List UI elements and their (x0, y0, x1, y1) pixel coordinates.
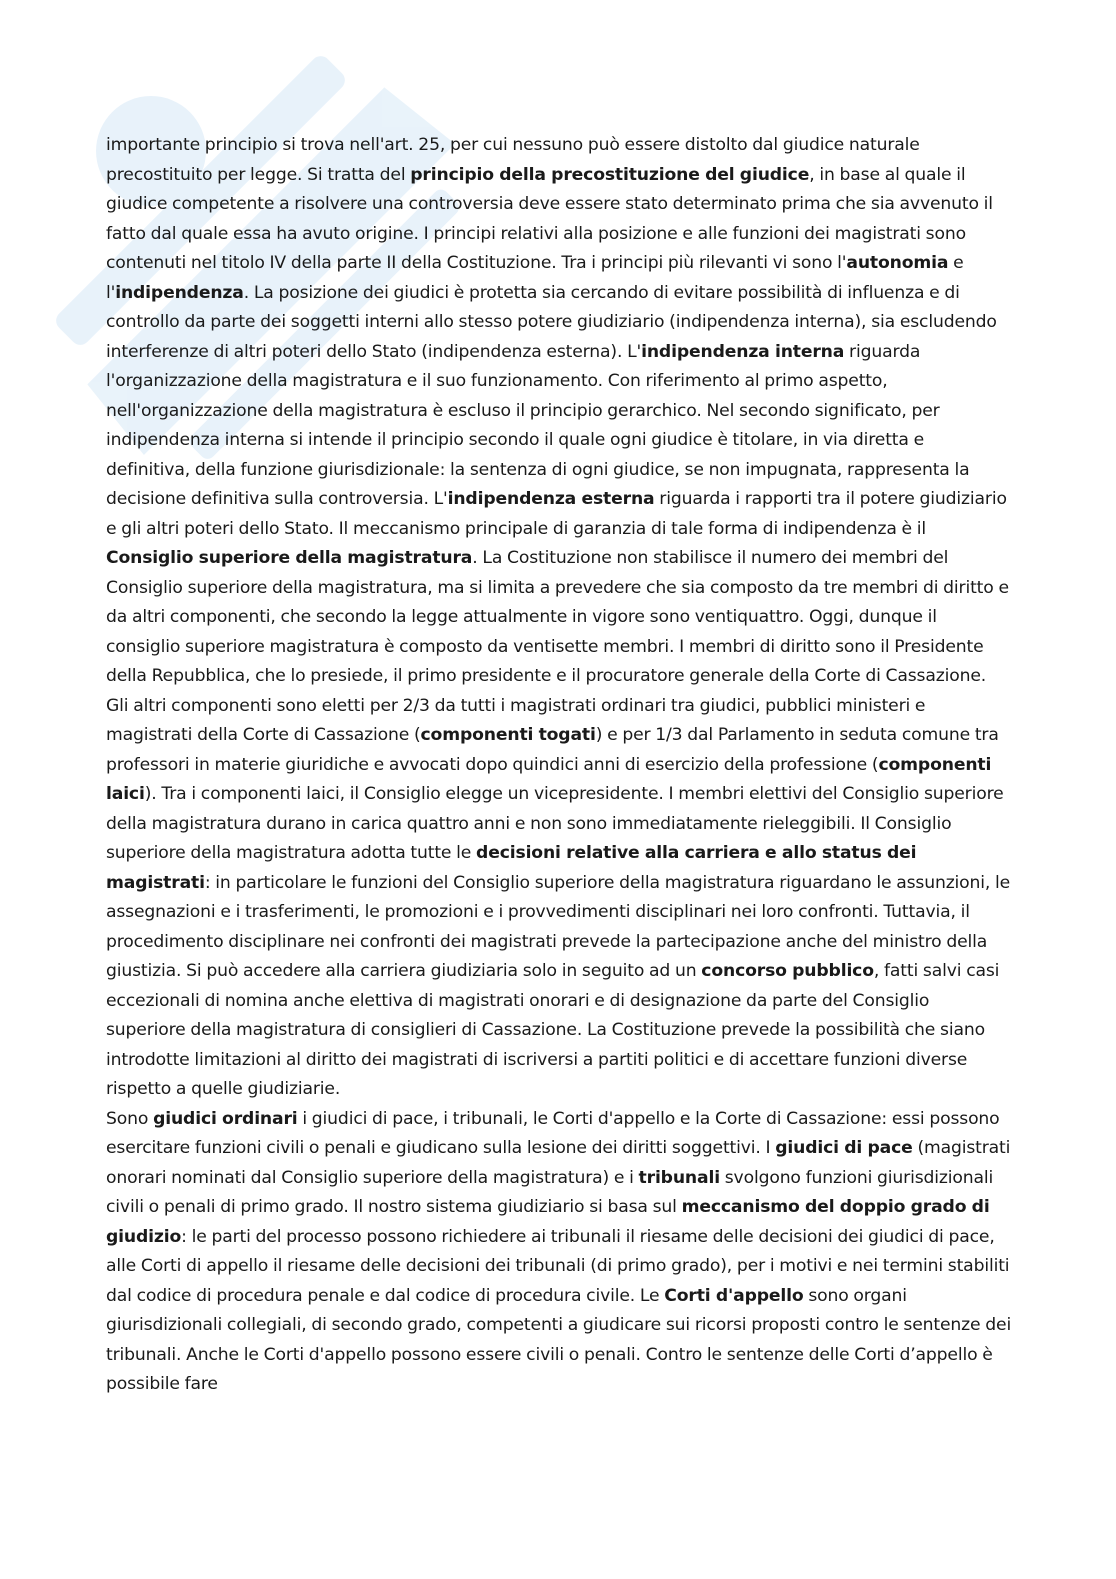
text-run: i giudici di pace, i tribunali, le Corti d'appello e la Corte di Cassazione: essi possono esercitare funzioni civili o penali e giudicano sulla lesione dei diritti soggettivi. I (106, 1108, 1000, 1158)
text-run: : le parti del processo possono richiedere ai tribunali il riesame delle decisioni dei giudici di pace, alle Corti di appello il riesame delle decisioni dei tribunali (di primo grado), per i motivi e nei termini stabiliti dal codice di procedura penale e dal codice di procedura civile. Le (106, 1226, 1010, 1306)
paragraph (106, 131, 1012, 1105)
text-run: : in particolare le funzioni del Consiglio superiore della magistratura riguardano le assunzioni, le assegnazioni e i trasferimenti, le promozioni e i provvedimenti disciplinari nei loro confronti. Tuttavia, il procedimento disciplinare nei confronti dei magistrati prevede la partecipazione anche del ministro della giustizia. Si può accedere alla carriera giudiziaria solo in seguito ad un (106, 872, 1011, 981)
bold-term: giudici di pace (775, 1138, 913, 1158)
document-body (106, 131, 1012, 1400)
text-run: ). Tra i componenti laici, il Consiglio elegge un vicepresidente. I membri elettivi del Consiglio superiore della magistratura durano in carica quattro anni e non sono immediatamente rieleggibili. Il Consiglio superiore della magistratura adotta tutte le (106, 784, 1004, 863)
text-run: riguarda l'organizzazione della magistratura e il suo funzionamento. Con riferimento al primo aspetto, nell'organizzazione della magistratura è escluso il principio gerarchico. Nel secondo significato, per indipendenza interna si intende il principio secondo il quale ogni giudice è titolare, in via diretta e definitiva, della funzione giurisdizionale: la sentenza di ogni giudice, se non impugnata, rappresenta la decisione definitiva sulla controversia. L' (106, 341, 970, 509)
bold-term: Consiglio superiore della magistratura (106, 548, 473, 568)
text-run: , fatti salvi casi eccezionali di nomina anche elettiva di magistrati onorari e di designazione da parte del Consiglio superiore della magistratura di consiglieri di Cassazione. La Costituzione prevede la possibilità che siano introdotte limitazioni al diritto dei magistrati di iscriversi a partiti politici e di accettare funzioni diverse rispetto a quelle giudiziarie. (106, 961, 1000, 1099)
text-run: . La Costituzione non stabilisce il numero dei membri del Consiglio superiore della magistratura, ma si limita a prevedere che sia composto da tre membri di diritto e da altri componenti, che secondo la legge attualmente in vigore sono ventiquattro. Oggi, dunque il consiglio superiore magistratura è composto da ventisette membri. I membri di diritto sono il Presidente della Repubblica, che lo presiede, il primo presidente e il procuratore generale della Corte di Cassazione. Gli altri componenti sono eletti per 2/3 da tutti i magistrati ordinari tra giudici, pubblici ministeri e magistrati della Corte di Cassazione ( (106, 548, 1009, 745)
bold-term: tribunali (638, 1167, 720, 1188)
bold-term: principio della precostituzione del giudice (410, 164, 810, 185)
bold-term: concorso pubblico (701, 961, 874, 981)
paragraph (106, 1105, 1012, 1400)
bold-term: indipendenza esterna (447, 489, 655, 509)
bold-term: autonomia (846, 253, 949, 273)
bold-term: giudici ordinari (153, 1108, 298, 1129)
bold-term: indipendenza interna (641, 341, 845, 362)
bold-term: Corti d'appello (664, 1285, 804, 1306)
text-run: riguarda i rapporti tra il potere giudiziario e gli altri poteri dello Stato. Il meccanismo principale di garanzia di tale forma di indipendenza è il (106, 489, 1007, 539)
bold-term: meccanismo del doppio grado di giudizio (106, 1197, 990, 1247)
bold-term: componenti togati (420, 725, 596, 745)
bold-term: indipendenza (115, 282, 244, 303)
text-run: importante principio si trova nell'art. 25, per cui nessuno può essere distolto dal giudice naturale precostituito per legge. Si tratta del (106, 135, 920, 185)
text-run: Sono (106, 1108, 154, 1129)
text-run: sono organi giurisdizionali collegiali, di secondo grado, competenti a giudicare sui ricorsi proposti contro le sentenze dei tribunali. Anche le Corti d'appello possono essere civili o penali. Contro le sentenze delle Corti d’appello è possibile fare (106, 1285, 1012, 1394)
text-run: , in base al quale il giudice competente a risolvere una controversia deve essere stato determinato prima che sia avvenuto il fatto dal quale essa ha avuto origine. I principi relativi alla posizione e alle funzioni dei magistrati sono contenuti nel titolo IV della parte II della Costituzione. Tra i principi più rilevanti vi sono l' (106, 164, 993, 273)
text-run: e l' (106, 253, 964, 303)
text-run: ) e per 1/3 dal Parlamento in seduta comune tra professori in materie giuridiche e avvocati dopo quindici anni di esercizio della professione ( (106, 725, 999, 775)
bold-term: decisioni relative alla carriera e allo status dei magistrati (106, 843, 917, 893)
bold-term: componenti laici (106, 754, 992, 804)
text-run: (magistrati onorari nominati dal Consiglio superiore della magistratura) e i (106, 1138, 1011, 1188)
text-run: svolgono funzioni giurisdizionali civili o penali di primo grado. Il nostro sistema giudiziario si basa sul (106, 1167, 994, 1217)
text-run: . La posizione dei giudici è protetta sia cercando di evitare possibilità di influenza e di controllo da parte dei soggetti interni allo stesso potere giudiziario (indipendenza interna), sia escludendo interferenze di altri poteri dello Stato (indipendenza esterna). L' (106, 282, 997, 362)
